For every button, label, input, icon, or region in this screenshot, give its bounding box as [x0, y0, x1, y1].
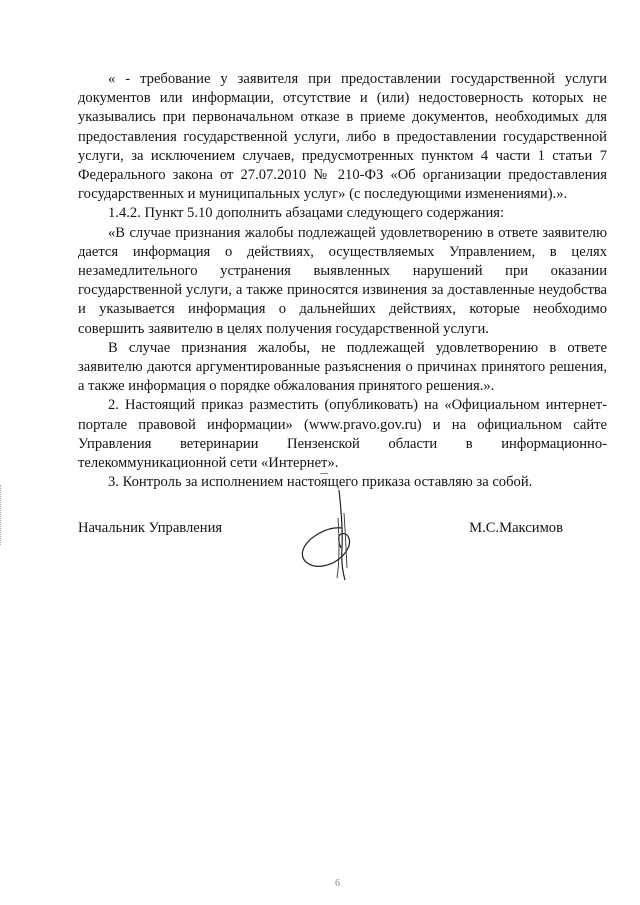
document-body: [78, 70, 607, 492]
separator-mark: [320, 473, 328, 474]
paragraph-1-4-2: 1.4.2. Пункт 5.10 дополнить абзацами следующего содержания:: [108, 205, 505, 222]
signatory-name: М.С.Максимов: [469, 520, 563, 536]
paragraph-item-2: 2. Настоящий приказ разместить (опубликовать) на «Официальном интернет-портале правовой информации» (www.pravo.gov.ru) и на официальном сайте Управления ветеринарии Пензенской области в информационно-телекоммуникационной сети «Интернет».: [78, 397, 607, 472]
signatory-title: Начальник Управления: [78, 520, 223, 536]
paragraph-complaint-satisfied: «В случае признания жалобы подлежащей удовлетворению в ответе заявителю дается информация о действиях, осуществляемых Управлением, в целях незамедлительного устранения выявленных нарушений при оказании государственной услуги, а также приносятся извинения за доставленные неудобства и указывается информация о дальнейших действиях, которые необходимо совершить заявителю в целях получения государственной услуги.: [78, 224, 607, 337]
paragraph-complaint-rejected: В случае признания жалобы, не подлежащей удовлетворению в ответе заявителю даются аргументированные разъяснения о причинах принятого решения, а также информация о порядке обжалования принятого решения.».: [78, 339, 607, 395]
margin-mark: [0, 485, 3, 545]
paragraph-item-3: 3. Контроль за исполнением настоящего приказа оставляю за собой.: [108, 474, 533, 491]
paragraph-requirement-clause: « - требование у заявителя при предоставлении государственной услуги документов или информации, отсутствие и (или) недостоверность которых не указывались при первоначальном отказе в приеме документов, необходимых для предоставления государственной услуги, либо в предоставлении государственной услуги, за исключением случаев, предусмотренных пунктом 4 части 1 статьи 7 Федерального закона от 27.07.2010 № 210-ФЗ «Об организации предоставления государственных и муниципальных услуг» (с последующими изменениями).».: [78, 71, 607, 203]
page-number: 6: [335, 878, 340, 889]
handwritten-signature: [297, 488, 367, 588]
